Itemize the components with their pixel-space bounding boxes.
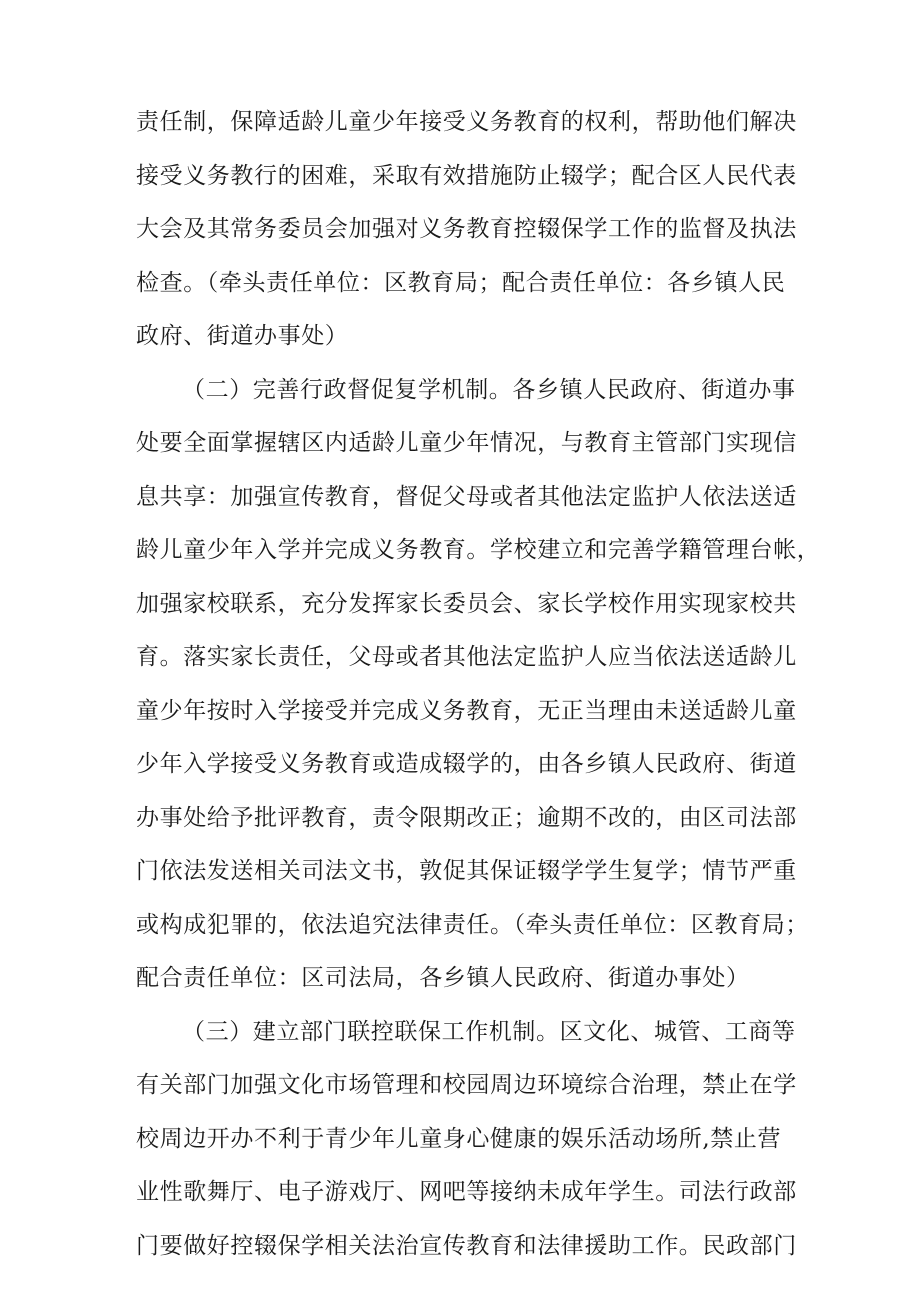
text-line: 检查。（牵头责任单位：区教育局；配合责任单位：各乡镇人民 bbox=[136, 269, 786, 296]
text-line: 配合责任单位：区司法局，各乡镇人民政府、街道办事处） bbox=[136, 965, 750, 991]
text-line: 龄儿童少年入学并完成义务教育。学校建立和完善学籍管理台帐， bbox=[136, 537, 821, 563]
section-heading-line: （三）建立部门联控联保工作机制。区文化、城管、工商等 bbox=[182, 1018, 796, 1045]
text-line: 接受义务教行的困难，采取有效措施防止辍学；配合区人民代表 bbox=[136, 162, 797, 189]
section-heading-line: （二）完善行政督促复学机制。各乡镇人民政府、街道办事 bbox=[182, 376, 796, 403]
text-line: 息共享：加强宣传教育，督促父母或者其他法定监护人依法送适 bbox=[136, 483, 797, 510]
text-line: 校周边开办不利于青少年儿童身心健康的娱乐活动场所,禁止营 bbox=[136, 1125, 782, 1152]
text-line: 有关部门加强文化市场管理和校园周边环境综合治理，禁止在学 bbox=[136, 1072, 797, 1098]
text-line: 育。落实家长责任，父母或者其他法定监护人应当依法送适龄儿 bbox=[136, 644, 797, 670]
text-line: 少年入学接受义务教育或造成辍学的，由各乡镇人民政府、街道 bbox=[136, 751, 797, 777]
text-line: 大会及其常务委员会加强对义务教育控辍保学工作的监督及执法 bbox=[136, 216, 797, 242]
text-line: 责任制，保障适龄儿童少年接受义务教育的权利，帮助他们解决 bbox=[136, 109, 797, 135]
text-line: 处要全面掌握辖区内适龄儿童少年情况，与教育主管部门实现信 bbox=[136, 430, 797, 456]
text-line: 政府、街道办事处） bbox=[136, 323, 349, 349]
text-line: 业性歌舞厅、电子游戏厅、网吧等接纳未成年学生。司法行政部 bbox=[136, 1179, 797, 1205]
document-body bbox=[136, 96, 821, 1273]
text-line: 办事处给予批评教育，责令限期改正；逾期不改的，由区司法部 bbox=[136, 804, 797, 831]
text-line: 或构成犯罪的，依法追究法律责任。（牵头责任单位：区教育局； bbox=[136, 911, 809, 938]
text-line: 门依法发送相关司法文书，敦促其保证辍学学生复学；情节严重 bbox=[136, 858, 797, 884]
text-line: 童少年按时入学接受并完成义务教育，无正当理由未送适龄儿童 bbox=[136, 697, 797, 724]
text-line: 门要做好控辍保学相关法治宣传教育和法律援助工作。民政部门 bbox=[136, 1232, 797, 1259]
text-line: 加强家校联系，充分发挥家长委员会、家长学校作用实现家校共 bbox=[136, 590, 797, 617]
